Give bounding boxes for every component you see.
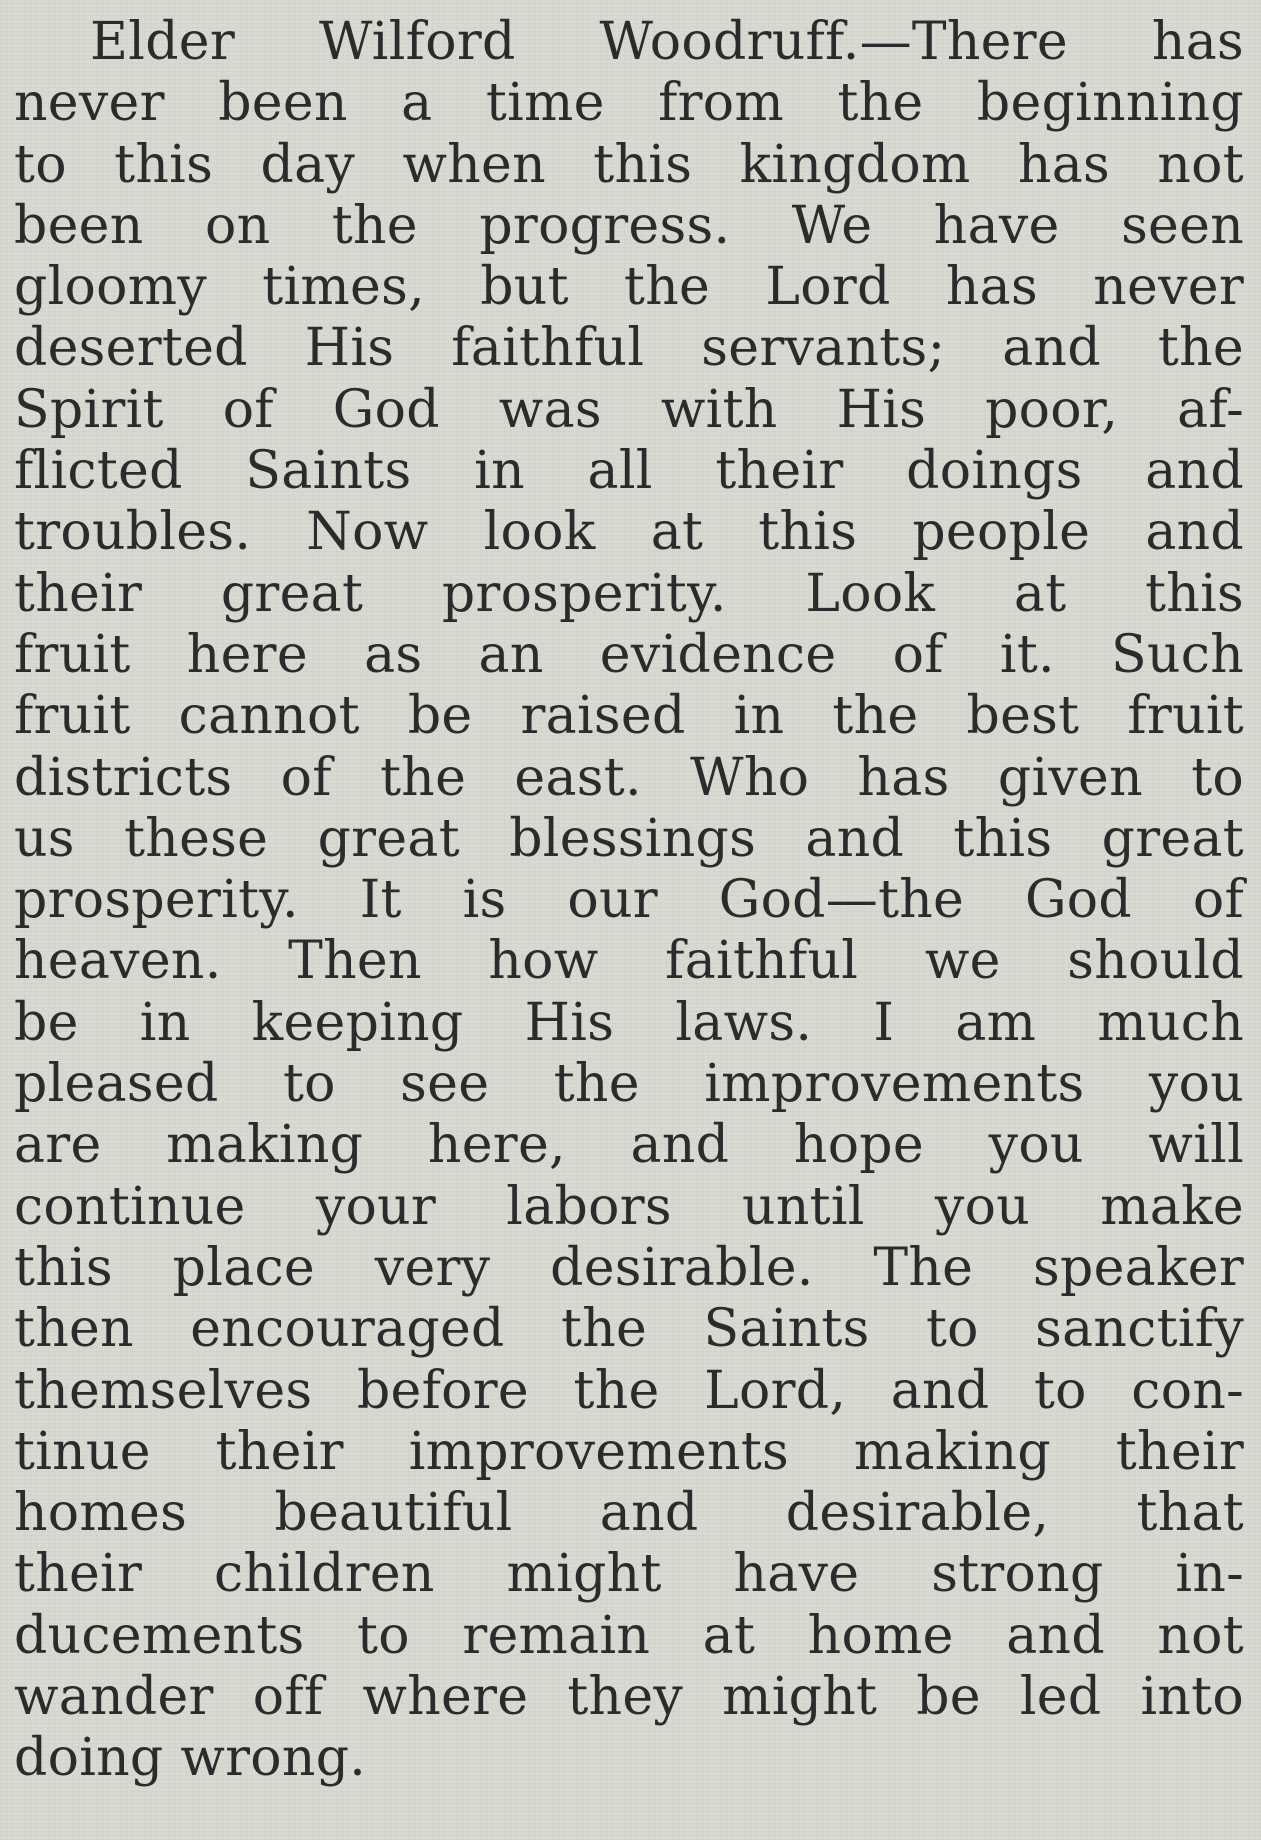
article-line: been on the progress. We have seen	[14, 195, 1244, 256]
article-line: homes beautiful and desirable, that	[14, 1483, 1244, 1544]
article-line: districts of the east. Who has given to	[14, 747, 1244, 808]
article-line: flicted Saints in all their doings and	[14, 441, 1244, 502]
article-line: us these great blessings and this great	[14, 808, 1244, 869]
article-line: to this day when this kingdom has not	[14, 134, 1244, 195]
article-line: gloomy times, but the Lord has never	[14, 257, 1244, 318]
article-line: continue your labors until you make	[14, 1176, 1244, 1237]
article-line: never been a time from the beginning	[14, 73, 1244, 134]
article-line: then encouraged the Saints to sanctify	[14, 1299, 1244, 1360]
article-line: deserted His faithful servants; and the	[14, 318, 1244, 379]
article-line: heaven. Then how faithful we should	[14, 931, 1244, 992]
article-line: doing wrong.	[14, 1728, 367, 1789]
article-line: pleased to see the improvements you	[14, 1054, 1244, 1115]
article-line: Spirit of God was with His poor, af-	[14, 379, 1244, 440]
article-line: wander off where they might be led into	[14, 1667, 1244, 1728]
article-line: their great prosperity. Look at this	[14, 563, 1244, 624]
article-line: are making here, and hope you will	[14, 1115, 1244, 1176]
article-line: this place very desirable. The speaker	[14, 1237, 1244, 1298]
article-line: fruit here as an evidence of it. Such	[14, 624, 1244, 685]
article-line: ducements to remain at home and not	[14, 1605, 1244, 1666]
article-line: Elder Wilford Woodruff.—There has	[90, 12, 1244, 72]
article-line: prosperity. It is our God—the God of	[14, 870, 1244, 931]
article-column	[14, 12, 1244, 1790]
cut-off-previous-line	[36, 0, 1236, 10]
article-line: tinue their improvements making their	[14, 1421, 1244, 1482]
article-line: troubles. Now look at this people and	[14, 502, 1244, 563]
article-line: be in keeping His laws. I am much	[14, 992, 1244, 1053]
article-line: fruit cannot be raised in the best fruit	[14, 686, 1244, 747]
article-line: themselves before the Lord, and to con-	[14, 1360, 1244, 1421]
article-line: their children might have strong in-	[14, 1544, 1244, 1605]
